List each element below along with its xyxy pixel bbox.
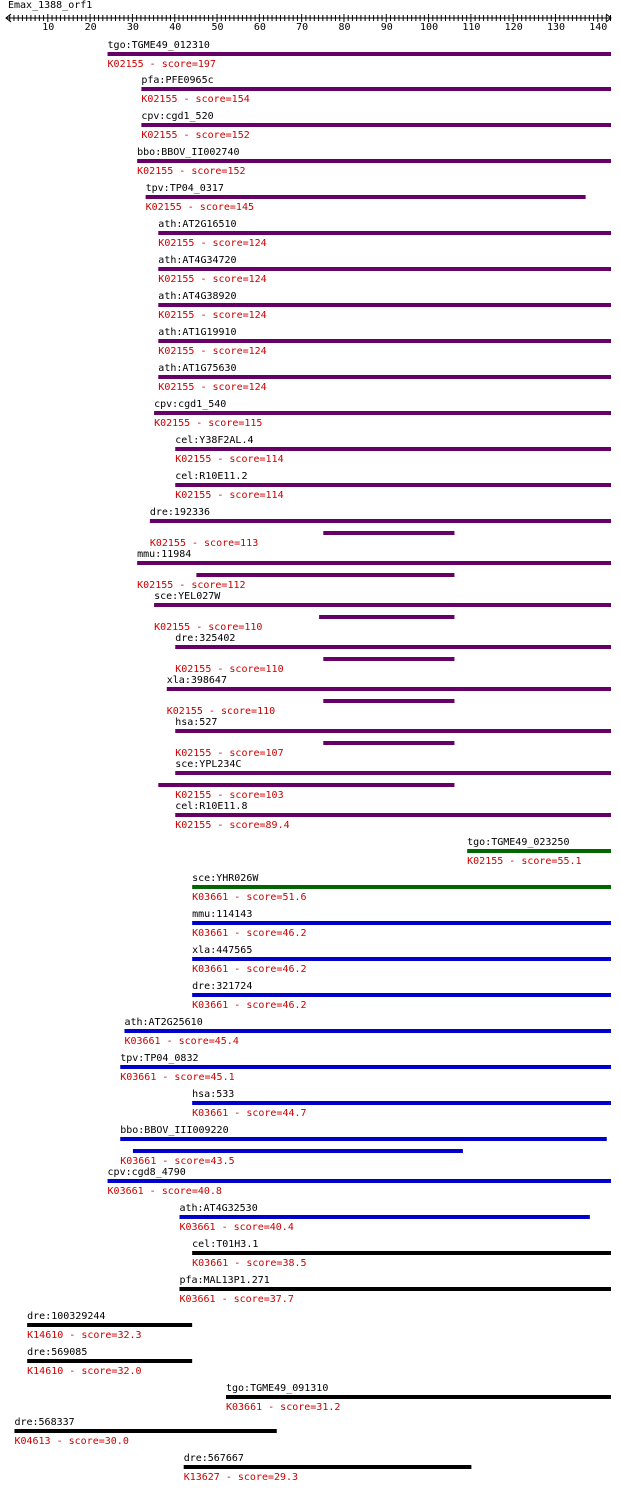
hit-label: ath:AT2G25610 <box>124 1017 203 1028</box>
hit-score: K02155 - score=103 <box>175 790 284 801</box>
hit-bar <box>323 741 454 745</box>
hit-bar <box>192 885 611 889</box>
hit-score: K02155 - score=124 <box>158 238 267 249</box>
hit-score: K02155 - score=112 <box>137 580 246 591</box>
axis-tick-label: 50 <box>211 22 224 33</box>
hit-label: dre:568337 <box>14 1417 75 1428</box>
hit-score: K02155 - score=115 <box>154 418 263 429</box>
hit-score: K03661 - score=44.7 <box>192 1108 307 1119</box>
hit-bar <box>150 519 611 523</box>
hit-bar <box>120 1137 607 1141</box>
hit-label: cel:R10E11.8 <box>175 801 248 812</box>
hit-label: ath:AT4G34720 <box>158 255 237 266</box>
hit-score: K02155 - score=154 <box>141 94 250 105</box>
hit-label: tgo:TGME49_023250 <box>467 837 570 848</box>
hit-score: K02155 - score=124 <box>158 274 267 285</box>
hit-label: ath:AT4G38920 <box>158 291 237 302</box>
hit-label: pfa:PFE0965c <box>141 75 214 86</box>
hit-bar <box>319 615 454 619</box>
hit-score: K03661 - score=45.1 <box>120 1072 235 1083</box>
hit-score: K03661 - score=46.2 <box>192 1000 307 1011</box>
hit-bar <box>323 699 454 703</box>
hit-label: dre:569085 <box>27 1347 88 1358</box>
hit-bar <box>158 339 611 343</box>
hit-bar <box>175 813 611 817</box>
hit-score: K13627 - score=29.3 <box>183 1472 299 1483</box>
hit-bar <box>175 729 611 733</box>
hit-bar <box>133 1149 463 1153</box>
hit-score: K14610 - score=32.3 <box>27 1330 142 1341</box>
hit-score: K02155 - score=145 <box>145 202 254 213</box>
axis-tick-label: 70 <box>296 22 309 33</box>
hit-label: bbo:BBOV_III009220 <box>120 1125 229 1136</box>
hit-bar <box>167 687 611 691</box>
hit-label: pfa:MAL13P1.271 <box>179 1275 270 1286</box>
hit-label: dre:321724 <box>192 981 253 992</box>
hit-label: cel:T01H3.1 <box>192 1239 259 1250</box>
axis-tick-label: 90 <box>380 22 393 33</box>
hit-score: K03661 - score=45.4 <box>124 1036 239 1047</box>
hit-score: K03661 - score=37.7 <box>179 1294 294 1305</box>
hit-label: ath:AT1G19910 <box>158 327 237 338</box>
hit-score: K02155 - score=107 <box>175 748 284 759</box>
hit-score: K02155 - score=89.4 <box>175 820 290 831</box>
hit-bar <box>175 645 611 649</box>
hit-bar <box>184 1465 472 1469</box>
hit-label: dre:567667 <box>183 1453 244 1464</box>
hit-label: tpv:TP04_0832 <box>120 1053 199 1064</box>
hit-label: dre:192336 <box>149 507 211 518</box>
hit-label: sce:YPL234C <box>175 759 242 770</box>
hit-bar <box>179 1215 589 1219</box>
hit-score: K02155 - score=124 <box>158 310 267 321</box>
axis-tick-label: 20 <box>84 22 97 33</box>
hit-bar <box>154 603 611 607</box>
hit-bar <box>27 1359 192 1363</box>
hit-label: mmu:11984 <box>137 549 192 560</box>
hit-score: K04613 - score=30.0 <box>14 1436 129 1447</box>
hit-score: K02155 - score=55.1 <box>467 856 582 867</box>
hit-bar <box>175 447 611 451</box>
hit-label: xla:447565 <box>192 945 253 956</box>
hit-label: dre:100329244 <box>27 1311 106 1322</box>
hit-bar <box>192 957 611 961</box>
hit-label: cpv:cgd8_4790 <box>107 1167 186 1178</box>
hit-bar <box>108 1179 611 1183</box>
hit-score: K02155 - score=113 <box>149 538 259 549</box>
hit-bar <box>158 375 611 379</box>
hit-bar <box>108 52 611 56</box>
hit-score: K03661 - score=46.2 <box>192 964 307 975</box>
hit-score: K02155 - score=114 <box>175 490 284 501</box>
axis-tick-label: 120 <box>504 22 523 33</box>
axis-tick-label: 10 <box>42 22 55 33</box>
axis-tick-label: 60 <box>253 22 266 33</box>
hit-bar <box>158 267 611 271</box>
hit-bar <box>175 771 611 775</box>
hit-score: K03661 - score=38.5 <box>192 1258 307 1269</box>
hit-label: tpv:TP04_0317 <box>145 183 224 194</box>
hit-bar <box>124 1029 611 1033</box>
hit-label: bbo:BBOV_II002740 <box>137 147 240 158</box>
hit-bar <box>154 411 611 415</box>
hit-label: tgo:TGME49_012310 <box>107 40 210 51</box>
hit-bar <box>192 1251 611 1255</box>
hit-label: hsa:533 <box>192 1089 235 1100</box>
hit-label: cpv:cgd1_520 <box>141 111 214 122</box>
hit-bar <box>146 195 586 199</box>
hit-bar <box>137 561 611 565</box>
hit-label: cel:R10E11.2 <box>175 471 248 482</box>
hit-bar <box>192 1101 611 1105</box>
hit-label: cpv:cgd1_540 <box>154 399 227 410</box>
hit-label: hsa:527 <box>175 717 218 728</box>
hit-bar <box>192 921 611 925</box>
hit-label: ath:AT2G16510 <box>158 219 237 230</box>
hit-score: K02155 - score=110 <box>175 664 284 675</box>
hit-score: K14610 - score=32.0 <box>27 1366 142 1377</box>
hit-score: K03661 - score=40.4 <box>179 1222 294 1233</box>
hit-bar <box>179 1287 611 1291</box>
hit-bar <box>192 993 611 997</box>
query-title: Emax_1388_orf1 <box>8 0 93 11</box>
axis-tick-label: 30 <box>126 22 139 33</box>
hit-score: K02155 - score=124 <box>158 346 267 357</box>
hit-score: K02155 - score=152 <box>137 166 246 177</box>
hit-label: tgo:TGME49_091310 <box>226 1383 329 1394</box>
axis-tick-label: 100 <box>420 22 439 33</box>
axis-tick-label: 130 <box>546 22 566 33</box>
hit-bar <box>27 1323 192 1327</box>
hit-label: sce:YHR026W <box>192 873 259 884</box>
hit-bar <box>14 1429 276 1433</box>
hit-bar <box>226 1395 611 1399</box>
hit-score: K03661 - score=31.2 <box>226 1402 341 1413</box>
hit-bar <box>158 303 611 307</box>
hit-bar <box>175 483 611 487</box>
hit-score: K02155 - score=124 <box>158 382 267 393</box>
hit-label: sce:YEL027W <box>154 591 221 602</box>
hit-label: ath:AT1G75630 <box>158 363 237 374</box>
axis-tick-label: 40 <box>169 22 182 33</box>
hit-bar <box>323 657 454 661</box>
hit-bar <box>120 1065 611 1069</box>
hit-score: K03661 - score=40.8 <box>107 1186 222 1197</box>
hit-label: ath:AT4G32530 <box>179 1203 258 1214</box>
hit-label: mmu:114143 <box>192 909 253 920</box>
axis-tick-label: 80 <box>338 22 351 33</box>
hit-label: cel:Y38F2AL.4 <box>175 435 254 446</box>
hit-bar <box>467 849 611 853</box>
hit-label: xla:398647 <box>166 675 227 686</box>
hit-score: K02155 - score=110 <box>166 706 276 717</box>
hit-score: K02155 - score=114 <box>175 454 284 465</box>
hit-bar <box>141 87 611 91</box>
hit-bar <box>158 231 611 235</box>
hit-bar <box>141 123 611 127</box>
hit-score: K02155 - score=197 <box>107 59 216 70</box>
axis-tick-label: 140 <box>589 22 608 33</box>
hit-label: dre:325402 <box>175 633 236 644</box>
hit-score: K03661 - score=43.5 <box>120 1156 235 1167</box>
hit-bar <box>323 531 454 535</box>
hit-score: K03661 - score=46.2 <box>192 928 307 939</box>
hit-score: K02155 - score=152 <box>141 130 250 141</box>
hit-score: K02155 - score=110 <box>154 622 263 633</box>
hit-bar <box>196 573 454 577</box>
hit-bar <box>137 159 611 163</box>
axis-tick-label: 110 <box>462 22 481 33</box>
hit-score: K03661 - score=51.6 <box>192 892 307 903</box>
hit-bar <box>158 783 454 787</box>
